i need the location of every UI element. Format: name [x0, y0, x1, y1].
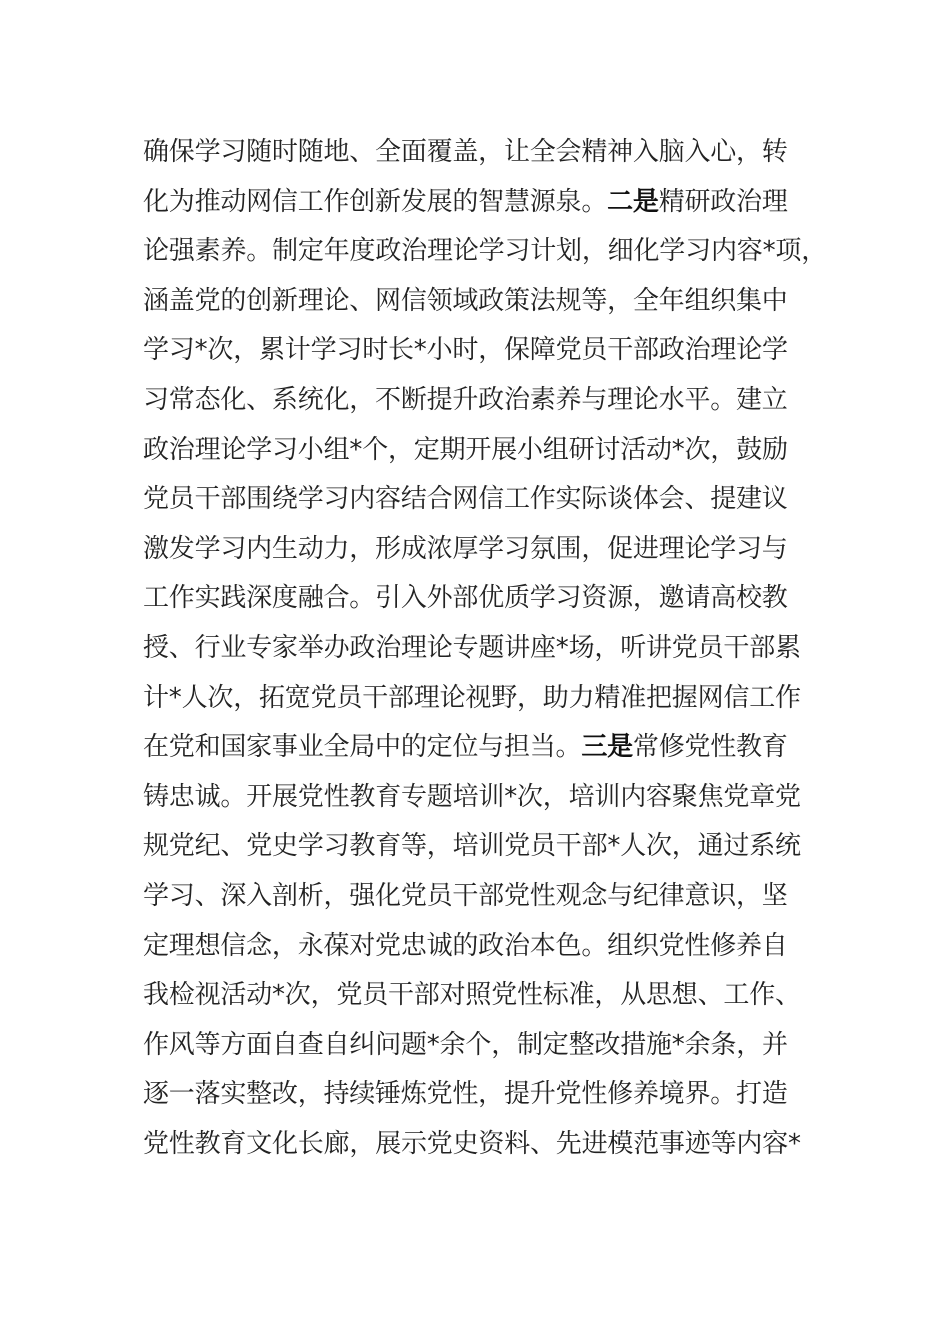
text-run: 党性教育文化长廊，展示党史资料、先进模范事迹等内容*	[143, 1128, 801, 1159]
text-run: 党员干部围绕学习内容结合网信工作实际谈体会、提建议	[143, 484, 788, 515]
text-run: 涵盖党的创新理论、网信领域政策法规等，全年组织集中	[143, 285, 788, 316]
text-line	[143, 574, 843, 624]
text-line	[143, 624, 843, 674]
text-line	[143, 773, 843, 823]
text-line	[143, 178, 843, 228]
bold-marker: 二是	[607, 186, 659, 217]
text-line	[143, 922, 843, 972]
text-line	[143, 674, 843, 724]
text-line	[143, 426, 843, 476]
text-run: 精研政治理	[658, 186, 788, 217]
text-run: 在党和国家事业全局中的定位与担当。	[143, 732, 582, 763]
text-run: 激发学习内生动力，形成浓厚学习氛围，促进理论学习与	[143, 533, 788, 564]
text-line	[143, 227, 843, 277]
text-line	[143, 1120, 843, 1170]
text-line	[143, 128, 843, 178]
text-run: 化为推动网信工作创新发展的智慧源泉。	[143, 186, 608, 217]
text-line	[143, 1070, 843, 1120]
text-run: 政治理论学习小组*个，定期开展小组研讨活动*次，鼓励	[143, 434, 788, 465]
body-paragraph	[143, 128, 843, 1169]
text-line	[143, 376, 843, 426]
text-line	[143, 872, 843, 922]
text-run: 论强素养。制定年度政治理论学习计划，细化学习内容*项，	[143, 236, 828, 267]
text-run: 常修党性教育	[632, 732, 788, 763]
text-run: 我检视活动*次，党员干部对照党性标准，从思想、工作、	[143, 980, 801, 1011]
text-run: 计*人次，拓宽党员干部理论视野，助力精准把握网信工作	[143, 682, 801, 713]
text-run: 工作实践深度融合。引入外部优质学习资源，邀请高校教	[143, 583, 788, 614]
text-line	[143, 822, 843, 872]
text-run: 作风等方面自查自纠问题*余个，制定整改措施*余条，并	[143, 1029, 788, 1060]
text-line	[143, 277, 843, 327]
text-run: 确保学习随时随地、全面覆盖，让全会精神入脑入心，转	[143, 137, 788, 167]
text-run: 规党纪、党史学习教育等，培训党员干部*人次，通过系统	[143, 831, 801, 862]
text-line	[143, 326, 843, 376]
text-run: 授、行业专家举办政治理论专题讲座*场，听讲党员干部累	[143, 632, 801, 663]
text-run: 学习*次，累计学习时长*小时，保障党员干部政治理论学	[143, 335, 788, 366]
text-line	[143, 1021, 843, 1071]
text-line	[143, 525, 843, 575]
text-run: 铸忠诚。开展党性教育专题培训*次，培训内容聚焦党章党	[143, 781, 801, 812]
bold-marker: 三是	[581, 732, 633, 763]
text-line	[143, 723, 843, 773]
text-line	[143, 971, 843, 1021]
text-run: 习常态化、系统化，不断提升政治素养与理论水平。建立	[143, 384, 788, 415]
text-run: 学习、深入剖析，强化党员干部党性观念与纪律意识，坚	[143, 880, 788, 911]
text-line	[143, 475, 843, 525]
text-run: 逐一落实整改，持续锤炼党性，提升党性修养境界。打造	[143, 1079, 788, 1110]
text-run: 定理想信念，永葆对党忠诚的政治本色。组织党性修养自	[143, 930, 788, 961]
